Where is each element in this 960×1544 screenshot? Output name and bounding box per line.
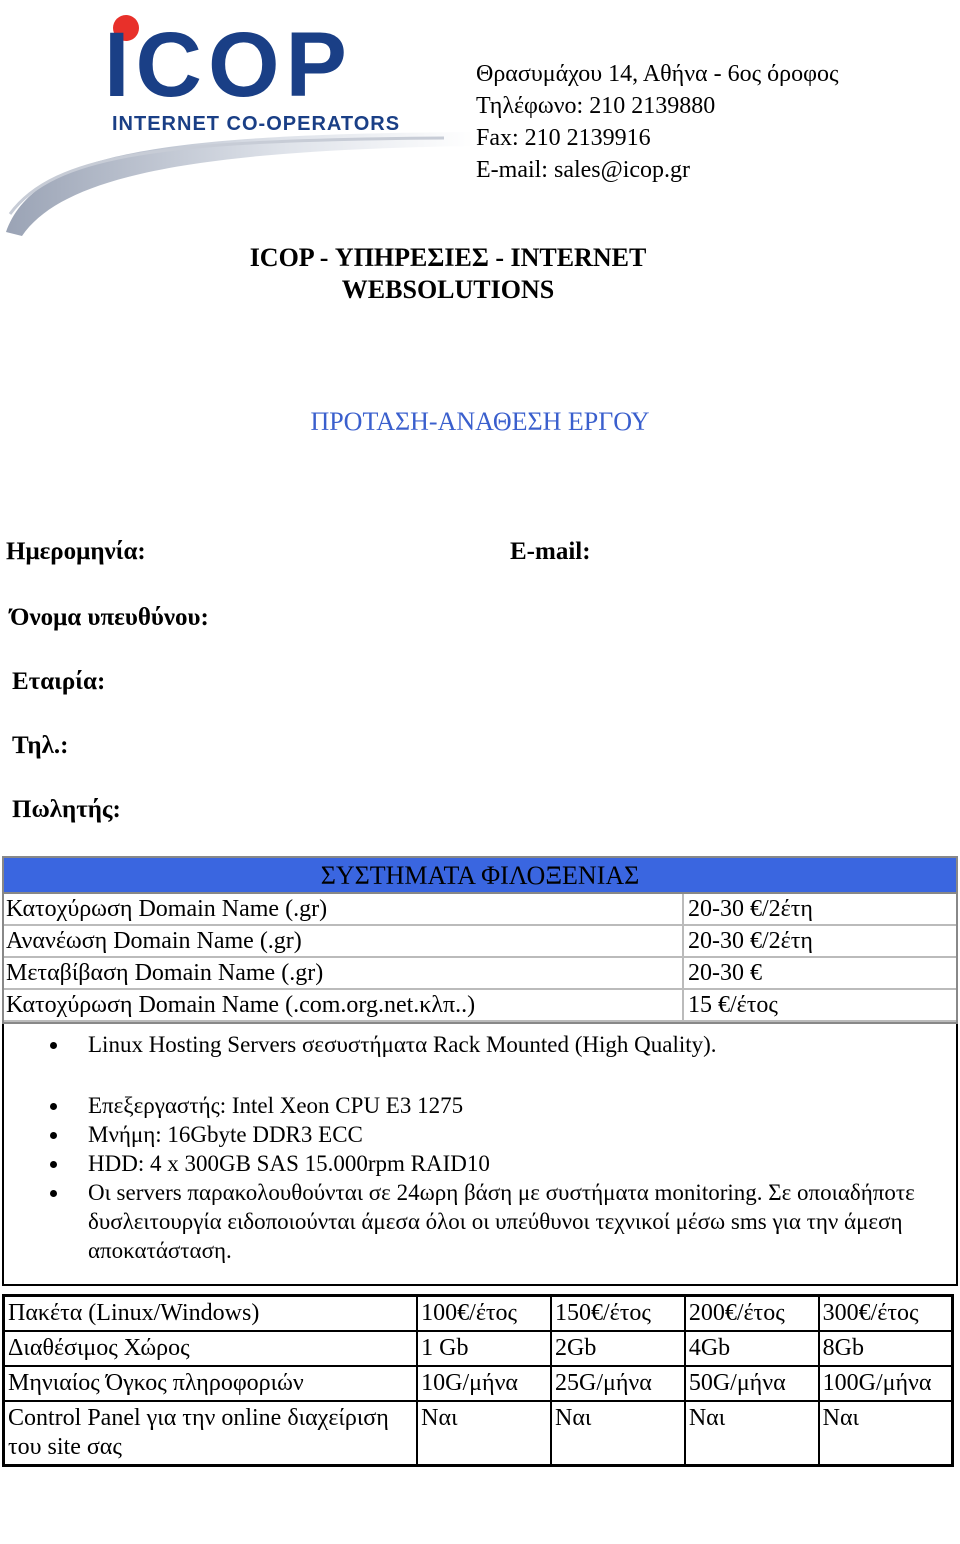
list-item: Οι servers παρακολουθούνται σε 24ωρη βάση με συστήματα monitoring. Σε οποιαδήποτε δυσλειτουργία ειδοποιούνται άμεσα όλοι οι υπεύθυνοι τεχνικοί μέσω sms για την άμεση αποκατάσταση. bbox=[4, 1178, 956, 1265]
cell-value: 25G/μήνα bbox=[551, 1366, 685, 1401]
cell-value: 150€/έτος bbox=[551, 1296, 685, 1332]
domain-service: Κατοχύρωση Domain Name (.com.org.net.κλπ..) bbox=[4, 990, 684, 1020]
document-subtitle: ΠΡΟΤΑΣΗ-ΑΝΑΘΕΣΗ ΕΡΓΟΥ bbox=[310, 407, 650, 436]
phone-line: Τηλέφωνο: 210 2139880 bbox=[476, 93, 716, 119]
email-line: E-mail: sales@icop.gr bbox=[476, 157, 691, 183]
domain-price: 20-30 €/2έτη bbox=[688, 896, 813, 922]
row-label: Διαθέσιμος Χώρος bbox=[4, 1331, 418, 1366]
domain-service: Ανανέωση Domain Name (.gr) bbox=[4, 926, 684, 956]
hosting-systems-table bbox=[2, 856, 958, 1024]
row-label: Μηνιαίος Όγκος πληροφοριών bbox=[4, 1366, 418, 1401]
cell-value: 100€/έτος bbox=[417, 1296, 551, 1332]
table-row bbox=[4, 1331, 953, 1366]
company-logo bbox=[4, 4, 474, 236]
seller-label: Πωλητής: bbox=[12, 796, 121, 823]
email-label: E-mail: bbox=[510, 538, 591, 565]
row-label: Πακέτα (Linux/Windows) bbox=[4, 1296, 418, 1332]
icop-logo-graphic bbox=[4, 4, 474, 236]
list-item: HDD: 4 x 300GB SAS 15.000rpm RAID10 bbox=[4, 1149, 956, 1178]
manager-name-label: Όνομα υπευθύνου: bbox=[10, 604, 209, 631]
table-row bbox=[4, 926, 956, 958]
cell-value: Ναι bbox=[819, 1401, 953, 1466]
cell-value: 2Gb bbox=[551, 1331, 685, 1366]
cell-value: Ναι bbox=[685, 1401, 819, 1466]
table-row bbox=[4, 990, 956, 1022]
domain-price: 20-30 €/2έτη bbox=[688, 928, 813, 954]
cell-value: 4Gb bbox=[685, 1331, 819, 1366]
list-item: Μνήμη: 16Gbyte DDR3 ECC bbox=[4, 1120, 956, 1149]
packages-table bbox=[2, 1294, 954, 1467]
cell-value: 10G/μήνα bbox=[417, 1366, 551, 1401]
table-row bbox=[4, 958, 956, 990]
document-title bbox=[0, 242, 896, 306]
fax-line: Fax: 210 2139916 bbox=[476, 125, 651, 151]
cell-value: 50G/μήνα bbox=[685, 1366, 819, 1401]
hosting-header: ΣΥΣΤΗΜΑΤΑ ΦΙΛΟΞΕΝΙΑΣ bbox=[4, 858, 956, 894]
title-line-1: ICOP - ΥΠΗΡΕΣΙΕΣ - INTERNET bbox=[249, 243, 647, 272]
server-features bbox=[2, 1024, 958, 1286]
table-row bbox=[4, 1366, 953, 1401]
title-line-2: WEBSOLUTIONS bbox=[341, 275, 555, 304]
phone-label: Τηλ.: bbox=[12, 732, 69, 759]
address-line: Θρασυμάχου 14, Αθήνα - 6ος όροφος bbox=[476, 61, 839, 87]
cell-value: 100G/μήνα bbox=[819, 1366, 953, 1401]
table-row bbox=[4, 1296, 953, 1332]
feature-list bbox=[4, 1030, 956, 1265]
logo-tagline: INTERNET CO-OPERATORS bbox=[112, 113, 401, 135]
cell-value: Ναι bbox=[417, 1401, 551, 1466]
domain-service: Κατοχύρωση Domain Name (.gr) bbox=[4, 894, 684, 924]
logo-brand-text: ICOP bbox=[104, 14, 353, 116]
date-label: Ημερομηνία: bbox=[6, 538, 146, 565]
contact-address bbox=[476, 58, 838, 186]
cell-value: 8Gb bbox=[819, 1331, 953, 1366]
list-item: Linux Hosting Servers σεσυστήματα Rack Mounted (High Quality). bbox=[4, 1030, 956, 1059]
domain-price: 20-30 € bbox=[688, 960, 762, 986]
row-label: Control Panel για την online διαχείριση του site σας bbox=[4, 1401, 418, 1466]
cell-value: 200€/έτος bbox=[685, 1296, 819, 1332]
company-label: Εταιρία: bbox=[12, 668, 106, 695]
cell-value: 1 Gb bbox=[417, 1331, 551, 1366]
cell-value: 300€/έτος bbox=[819, 1296, 953, 1332]
table-row bbox=[4, 1401, 953, 1466]
domain-service: Μεταβίβαση Domain Name (.gr) bbox=[4, 958, 684, 988]
list-item: Επεξεργαστής: Intel Xeon CPU E3 1275 bbox=[4, 1091, 956, 1120]
domain-price: 15 €/έτος bbox=[688, 992, 778, 1018]
cell-value: Ναι bbox=[551, 1401, 685, 1466]
table-row bbox=[4, 894, 956, 926]
